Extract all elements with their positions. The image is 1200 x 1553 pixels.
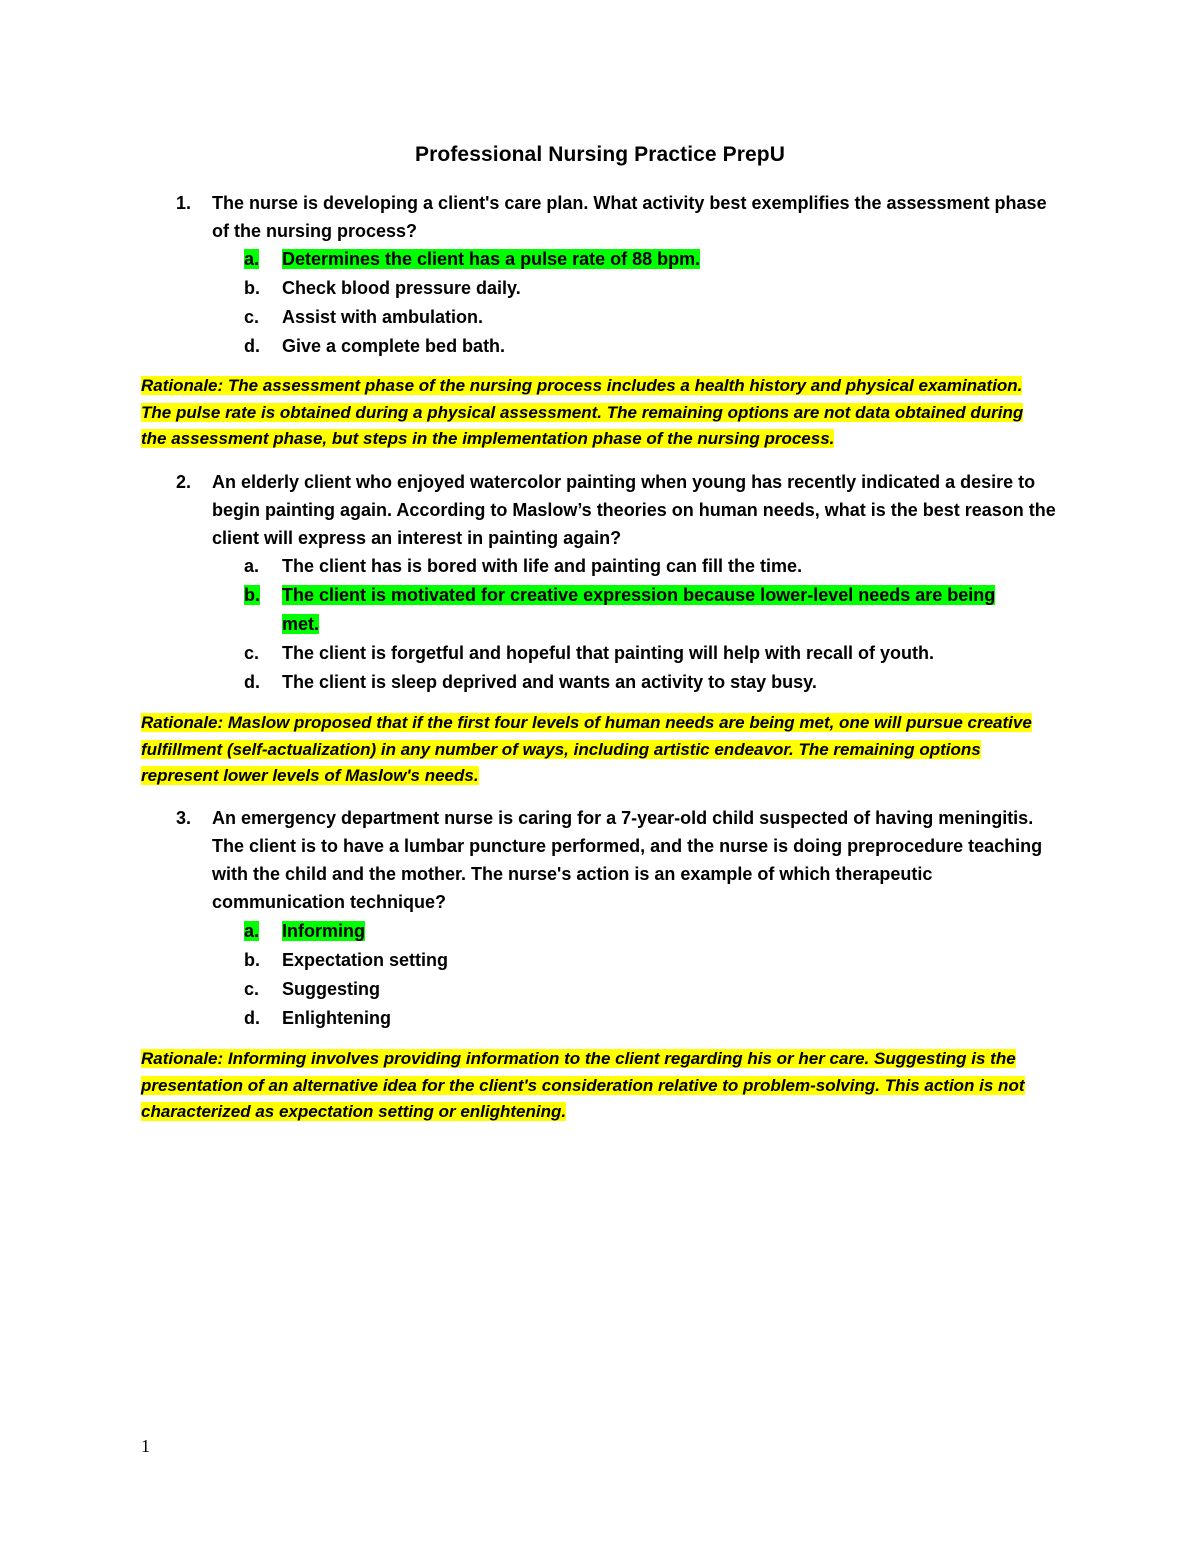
option-a [244,552,1044,581]
option-letter: c. [244,307,260,327]
document-title: Professional Nursing Practice PrepU [415,143,785,166]
option-letter: b. [244,585,260,605]
rationale-3 [141,1046,1051,1126]
option-text: The client is sleep deprived and wants an activity to stay busy. [282,672,817,692]
question-number: 2. [176,472,192,492]
option-letter: d. [244,1008,260,1028]
option-letter: d. [244,672,260,692]
option-c [244,639,1044,668]
rationale-text: Rationale: Informing involves providing information to the client regarding his or her care. Suggesting is the presentation of an alternative idea for the client's consideration relative to problem-solving. This action is not characterized as expectation setting or enlightening. [141,1049,1025,1121]
option-text: Enlightening [282,1008,391,1028]
option-d [244,668,1044,697]
option-b [244,946,1044,975]
option-d [244,1004,1044,1033]
question-text: An emergency department nurse is caring for a 7-year-old child suspected of having meningitis. The client is to have a lumbar puncture performed, and the nurse is doing preprocedure teaching with the child and the mother. The nurse's action is an example of which therapeutic communication technique? [212,808,1043,912]
option-text: Give a complete bed bath. [282,336,506,356]
option-letter: d. [244,336,260,356]
page-number: 1 [141,1436,150,1456]
option-text: The client has is bored with life and painting can fill the time. [282,556,803,576]
option-letter: b. [244,278,260,298]
option-text: Determines the client has a pulse rate of 88 bpm. [282,249,701,269]
option-letter: b. [244,950,260,970]
rationale-text: Rationale: Maslow proposed that if the first four levels of human needs are being met, one will pursue creative fulfillment (self-actualization) in any number of ways, including artistic endeavor. The remaining options represent lower levels of Maslow's needs. [141,713,1032,785]
option-text: Suggesting [282,979,380,999]
question-text: The nurse is developing a client's care plan. What activity best exemplifies the assessment phase of the nursing process? [212,193,1047,241]
question-3-options [244,917,1044,1033]
question-number: 3. [176,808,192,828]
option-text: Check blood pressure daily. [282,278,521,298]
question-1-options [244,245,1044,361]
option-a-correct [244,917,1044,946]
option-letter: c. [244,979,260,999]
option-letter: c. [244,643,260,663]
option-letter: a. [244,249,260,269]
option-d [244,332,1044,361]
question-number: 1. [176,193,192,213]
option-c [244,303,1044,332]
option-text: The client is forgetful and hopeful that painting will help with recall of youth. [282,643,935,663]
option-text: Expectation setting [282,950,449,970]
option-letter: a. [244,556,260,576]
option-text: Informing [282,921,365,941]
rationale-text: Rationale: The assessment phase of the nursing process includes a health history and physical examination. The pulse rate is obtained during a physical assessment. The remaining options are not data obtained during the assessment phase, but steps in the implementation phase of the nursing process. [141,376,1024,448]
question-2-options [244,552,1044,697]
rationale-1 [141,373,1051,453]
option-letter: a. [244,921,260,941]
option-text: The client is motivated for creative expression because lower-level needs are being met. [282,585,996,634]
option-b [244,274,1044,303]
question-text: An elderly client who enjoyed watercolor painting when young has recently indicated a desire to begin painting again. According to Maslow’s theories on human needs, what is the best reason the client will express an interest in painting again? [212,472,1056,548]
rationale-2 [141,710,1051,790]
option-text: Assist with ambulation. [282,307,484,327]
option-b-correct [244,581,1044,639]
option-c [244,975,1044,1004]
option-a-correct [244,245,1044,274]
